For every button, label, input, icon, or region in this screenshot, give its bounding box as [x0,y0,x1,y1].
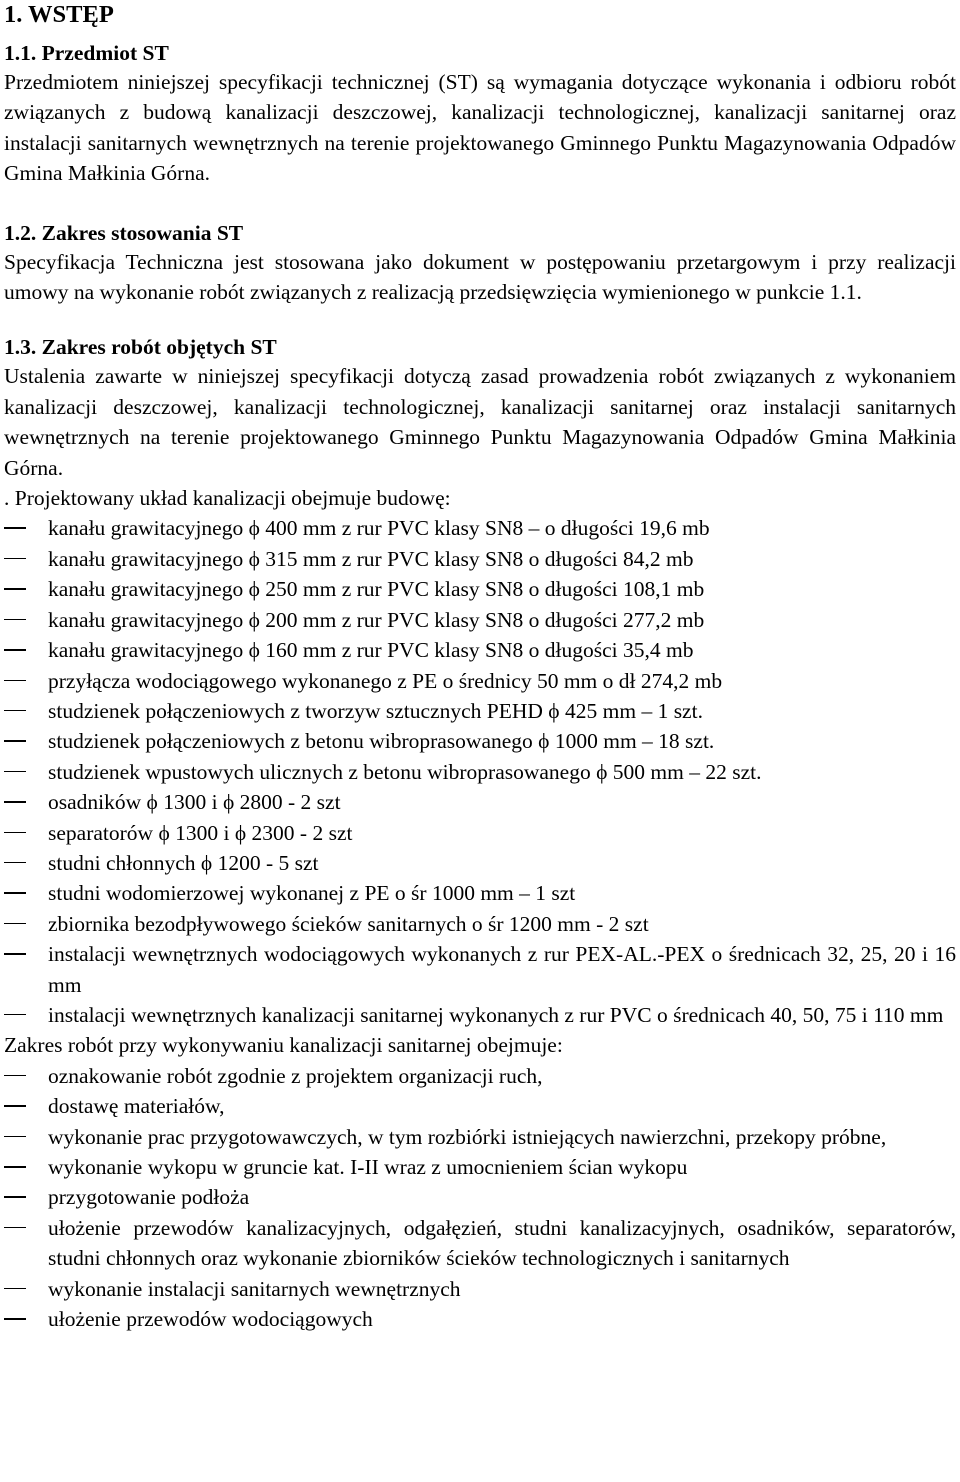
dash-bullet-icon [4,619,26,621]
sanitary-scope-list [4,1061,956,1335]
section-1-2-title: 1.2. Zakres stosowania ST [4,220,244,245]
list-item: kanału grawitacyjnego ϕ 200 mm z rur PVC klasy SN8 o długości 277,2 mb [4,605,956,635]
list-item: separatorów ϕ 1300 i ϕ 2300 - 2 szt [4,818,956,848]
list-item: osadników ϕ 1300 i ϕ 2800 - 2 szt [4,787,956,817]
dash-bullet-icon [4,740,26,742]
dash-bullet-icon [4,953,26,955]
scope-list [4,513,956,1030]
list-item: przygotowanie podłoża [4,1182,956,1212]
list-item: studzienek wpustowych ulicznych z betonu wibroprasowanego ϕ 500 mm – 22 szt. [4,757,956,787]
dash-bullet-icon [4,558,26,560]
list-item: oznakowanie robót zgodnie z projektem organizacji ruch, [4,1061,956,1091]
list-item: studni wodomierzowej wykonanej z PE o śr 1000 mm – 1 szt [4,878,956,908]
list-item: instalacji wewnętrznych kanalizacji sanitarnej wykonanych z rur PVC o średnicach 40, 50, 75 i 110 mm [4,1000,956,1030]
list-item: wykonanie prac przygotowawczych, w tym rozbiórki istniejących nawierzchni, przekopy próbne, [4,1122,956,1152]
dash-bullet-icon [4,1227,26,1229]
dash-bullet-icon [4,832,26,834]
list-item: ułożenie przewodów kanalizacyjnych, odgałęzień, studni kanalizacyjnych, osadników, separatorów, studni chłonnych oraz wykonanie zbiorników ścieków technologicznych i sanitarnych [4,1213,956,1274]
dash-bullet-icon [4,649,26,651]
list-item: kanału grawitacyjnego ϕ 400 mm z rur PVC klasy SN8 – o długości 19,6 mb [4,513,956,543]
dash-bullet-icon [4,771,26,773]
dash-bullet-icon [4,892,26,894]
list-item: wykonanie wykopu w gruncie kat. I-II wraz z umocnieniem ścian wykopu [4,1152,956,1182]
section-1-3-text: Ustalenia zawarte w niniejszej specyfikacji dotyczą zasad prowadzenia robót związanych z wykonaniem kanalizacji deszczowej, kanalizacji technologicznej, kanalizacji sanitarnej oraz instalacji sanitarnych wewnętrznych na terenie projektowanego Gminnego Punktu Magazynowania Odpadów Gmina Małkinia Górna. [4,364,956,480]
list-item: studzienek połączeniowych z betonu wibroprasowanego ϕ 1000 mm – 18 szt. [4,726,956,756]
list-item: ułożenie przewodów wodociągowych [4,1304,956,1334]
dash-bullet-icon [4,588,26,590]
dash-bullet-icon [4,710,26,712]
dash-bullet-icon [4,862,26,864]
list-item: kanału grawitacyjnego ϕ 315 mm z rur PVC klasy SN8 o długości 84,2 mb [4,544,956,574]
dash-bullet-icon [4,1318,26,1320]
list-item: zbiornika bezodpływowego ścieków sanitarnych o śr 1200 mm - 2 szt [4,909,956,939]
list1-intro: . Projektowany układ kanalizacji obejmuje budowę: [4,486,451,511]
list-item: studni chłonnych ϕ 1200 - 5 szt [4,848,956,878]
section-1-1-title: 1.1. Przedmiot ST [4,41,169,65]
list-item: wykonanie instalacji sanitarnych wewnętrznych [4,1274,956,1304]
section-1-3-title: 1.3. Zakres robót objętych ST [4,335,277,360]
dash-bullet-icon [4,1196,26,1198]
list2-intro: Zakres robót przy wykonywaniu kanalizacji sanitarnej obejmuje: [4,1033,563,1058]
dash-bullet-icon [4,680,26,682]
dash-bullet-icon [4,1014,26,1016]
list-item: studzienek połączeniowych z tworzyw sztucznych PEHD ϕ 425 mm – 1 szt. [4,696,956,726]
dash-bullet-icon [4,1136,26,1138]
section-1-2-text: Specyfikacja Techniczna jest stosowana jako dokument w postępowaniu przetargowym i przy realizacji umowy na wykonanie robót związanych z realizacją przedsięwzięcia wymienionego w punkcie 1.1. [4,249,956,305]
list-item: kanału grawitacyjnego ϕ 160 mm z rur PVC klasy SN8 o długości 35,4 mb [4,635,956,665]
list-item: przyłącza wodociągowego wykonanego z PE o średnicy 50 mm o dł 274,2 mb [4,666,956,696]
dash-bullet-icon [4,801,26,803]
dash-bullet-icon [4,1075,26,1077]
dash-bullet-icon [4,1166,26,1168]
heading-wstep: 1. WSTĘP [4,1,114,28]
dash-bullet-icon [4,1288,26,1290]
section-1-1-text: Przedmiotem niniejszej specyfikacji technicznej (ST) są wymagania dotyczące wykonania i odbioru robót związanych z budową kanalizacji deszczowej, kanalizacji technologicznej, kanalizacji sanitarnej oraz instalacji sanitarnych wewnętrznych na terenie projektowanego Gminnego Punktu Magazynowania Odpadów Gmina Małkinia Górna. [4,70,956,186]
list-item: dostawę materiałów, [4,1091,956,1121]
list-item: kanału grawitacyjnego ϕ 250 mm z rur PVC klasy SN8 o długości 108,1 mb [4,574,956,604]
dash-bullet-icon [4,527,26,529]
dash-bullet-icon [4,1105,26,1107]
list-item: instalacji wewnętrznych wodociągowych wykonanych z rur PEX-AL.-PEX o średnicach 32, 25, 20 i 16 mm [4,939,956,1000]
dash-bullet-icon [4,923,26,925]
